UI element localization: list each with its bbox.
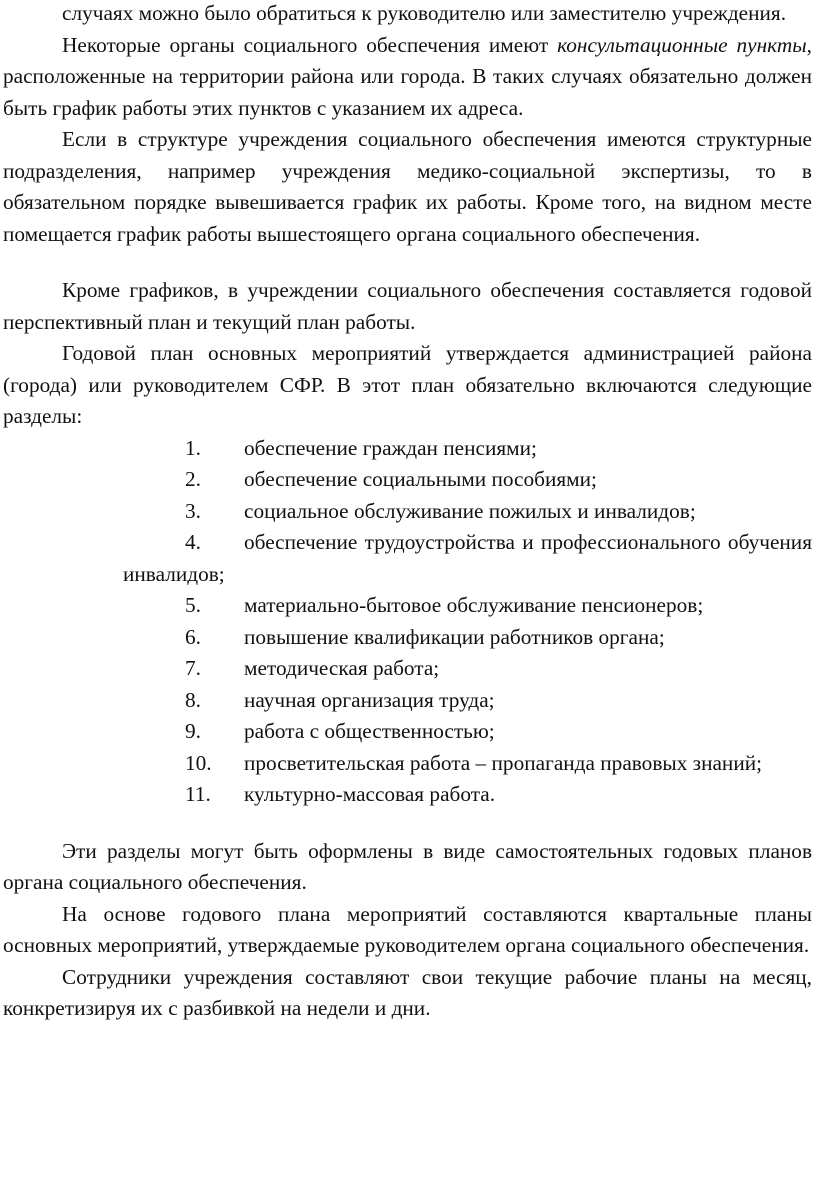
paragraph-text: Некоторые органы социального обеспечения имеют bbox=[62, 32, 558, 57]
list-item bbox=[3, 748, 812, 780]
list-item-text: методическая работа; bbox=[244, 656, 440, 680]
list-item-number: 7. bbox=[185, 656, 201, 680]
list-item bbox=[3, 496, 812, 528]
list-item-text: культурно-массовая работа. bbox=[244, 782, 496, 806]
list-item-number: 8. bbox=[185, 687, 201, 712]
paragraph-monthly-plans: Сотрудники учреждения составляют свои текущие рабочие планы на месяц, конкретизируя их с разбивкой на недели и дни. bbox=[3, 964, 812, 1020]
list-item bbox=[3, 685, 812, 717]
list-item-text: социальное обслуживание пожилых и инвалидов; bbox=[244, 498, 696, 523]
paragraph-continuation: случаях можно было обратиться к руководителю или заместителю учреждения. bbox=[62, 1, 787, 25]
list-item-number: 5. bbox=[185, 593, 201, 617]
spacer bbox=[3, 811, 812, 836]
paragraph-text: , расположенные на территории района или города. В таких случаях обязательно должен быть график работы этих пунктов с указанием их адреса. bbox=[3, 32, 812, 120]
list-item bbox=[3, 653, 812, 685]
paragraph-plans: Кроме графиков, в учреждении социального обеспечения составляется годовой перспективный план и текущий план работы. bbox=[3, 278, 812, 334]
list-item-number: 11. bbox=[185, 782, 211, 806]
list-item bbox=[3, 464, 812, 496]
paragraph-structural-units: Если в структуре учреждения социального обеспечения имеются структурные подразделения, например учреждения медико-социальной экспертизы, то в обязательном порядке вывешивается график их работы. Кроме того, на видном месте помещается график работы вышестоящего органа социального обеспечения. bbox=[3, 127, 812, 246]
list-item-number: 2. bbox=[185, 467, 201, 491]
list-item-text: обеспечение граждан пенсиями; bbox=[244, 435, 537, 460]
list-item-text: научная организация труда; bbox=[244, 687, 495, 712]
list-item-number: 3. bbox=[185, 498, 201, 523]
list-item-number: 6. bbox=[185, 624, 201, 649]
list-item-text: обеспечение трудоустройства и профессионального обучения инвалидов; bbox=[123, 530, 812, 586]
list-item-number: 9. bbox=[185, 719, 201, 743]
list-item-number: 4. bbox=[185, 530, 201, 554]
list-item-number: 1. bbox=[185, 435, 201, 460]
sections-list bbox=[3, 433, 812, 811]
list-item-text: материально-бытовое обслуживание пенсионеров; bbox=[244, 593, 704, 617]
list-item bbox=[3, 716, 812, 748]
paragraph-standalone-plans: Эти разделы могут быть оформлены в виде самостоятельных годовых планов органа социального обеспечения. bbox=[3, 838, 812, 894]
paragraph-consultation-points bbox=[3, 30, 812, 125]
list-item-text: обеспечение социальными пособиями; bbox=[244, 467, 597, 491]
list-item-text: повышение квалификации работников органа; bbox=[244, 624, 665, 649]
list-item bbox=[3, 622, 812, 654]
italic-term: консультационные пункты bbox=[557, 32, 807, 57]
paragraph-quarterly-plans: На основе годового плана мероприятий составляются квартальные планы основных мероприятий, утверждаемые руководителем органа социального обеспечения. bbox=[3, 901, 812, 957]
list-item bbox=[3, 779, 812, 811]
list-item-number: 10. bbox=[185, 750, 212, 775]
list-item bbox=[3, 527, 812, 590]
list-item-text: работа с общественностью; bbox=[244, 719, 495, 743]
text-column bbox=[3, 0, 812, 1025]
list-item-text: просветительская работа – пропаганда правовых знаний; bbox=[244, 750, 763, 775]
list-item bbox=[3, 590, 812, 622]
paragraph-annual-plan: Годовой план основных мероприятий утверждается администрацией района (города) или руководителем СФР. В этот план обязательно включаются следующие разделы: bbox=[3, 341, 812, 428]
list-item bbox=[3, 433, 812, 465]
spacer bbox=[3, 250, 812, 275]
